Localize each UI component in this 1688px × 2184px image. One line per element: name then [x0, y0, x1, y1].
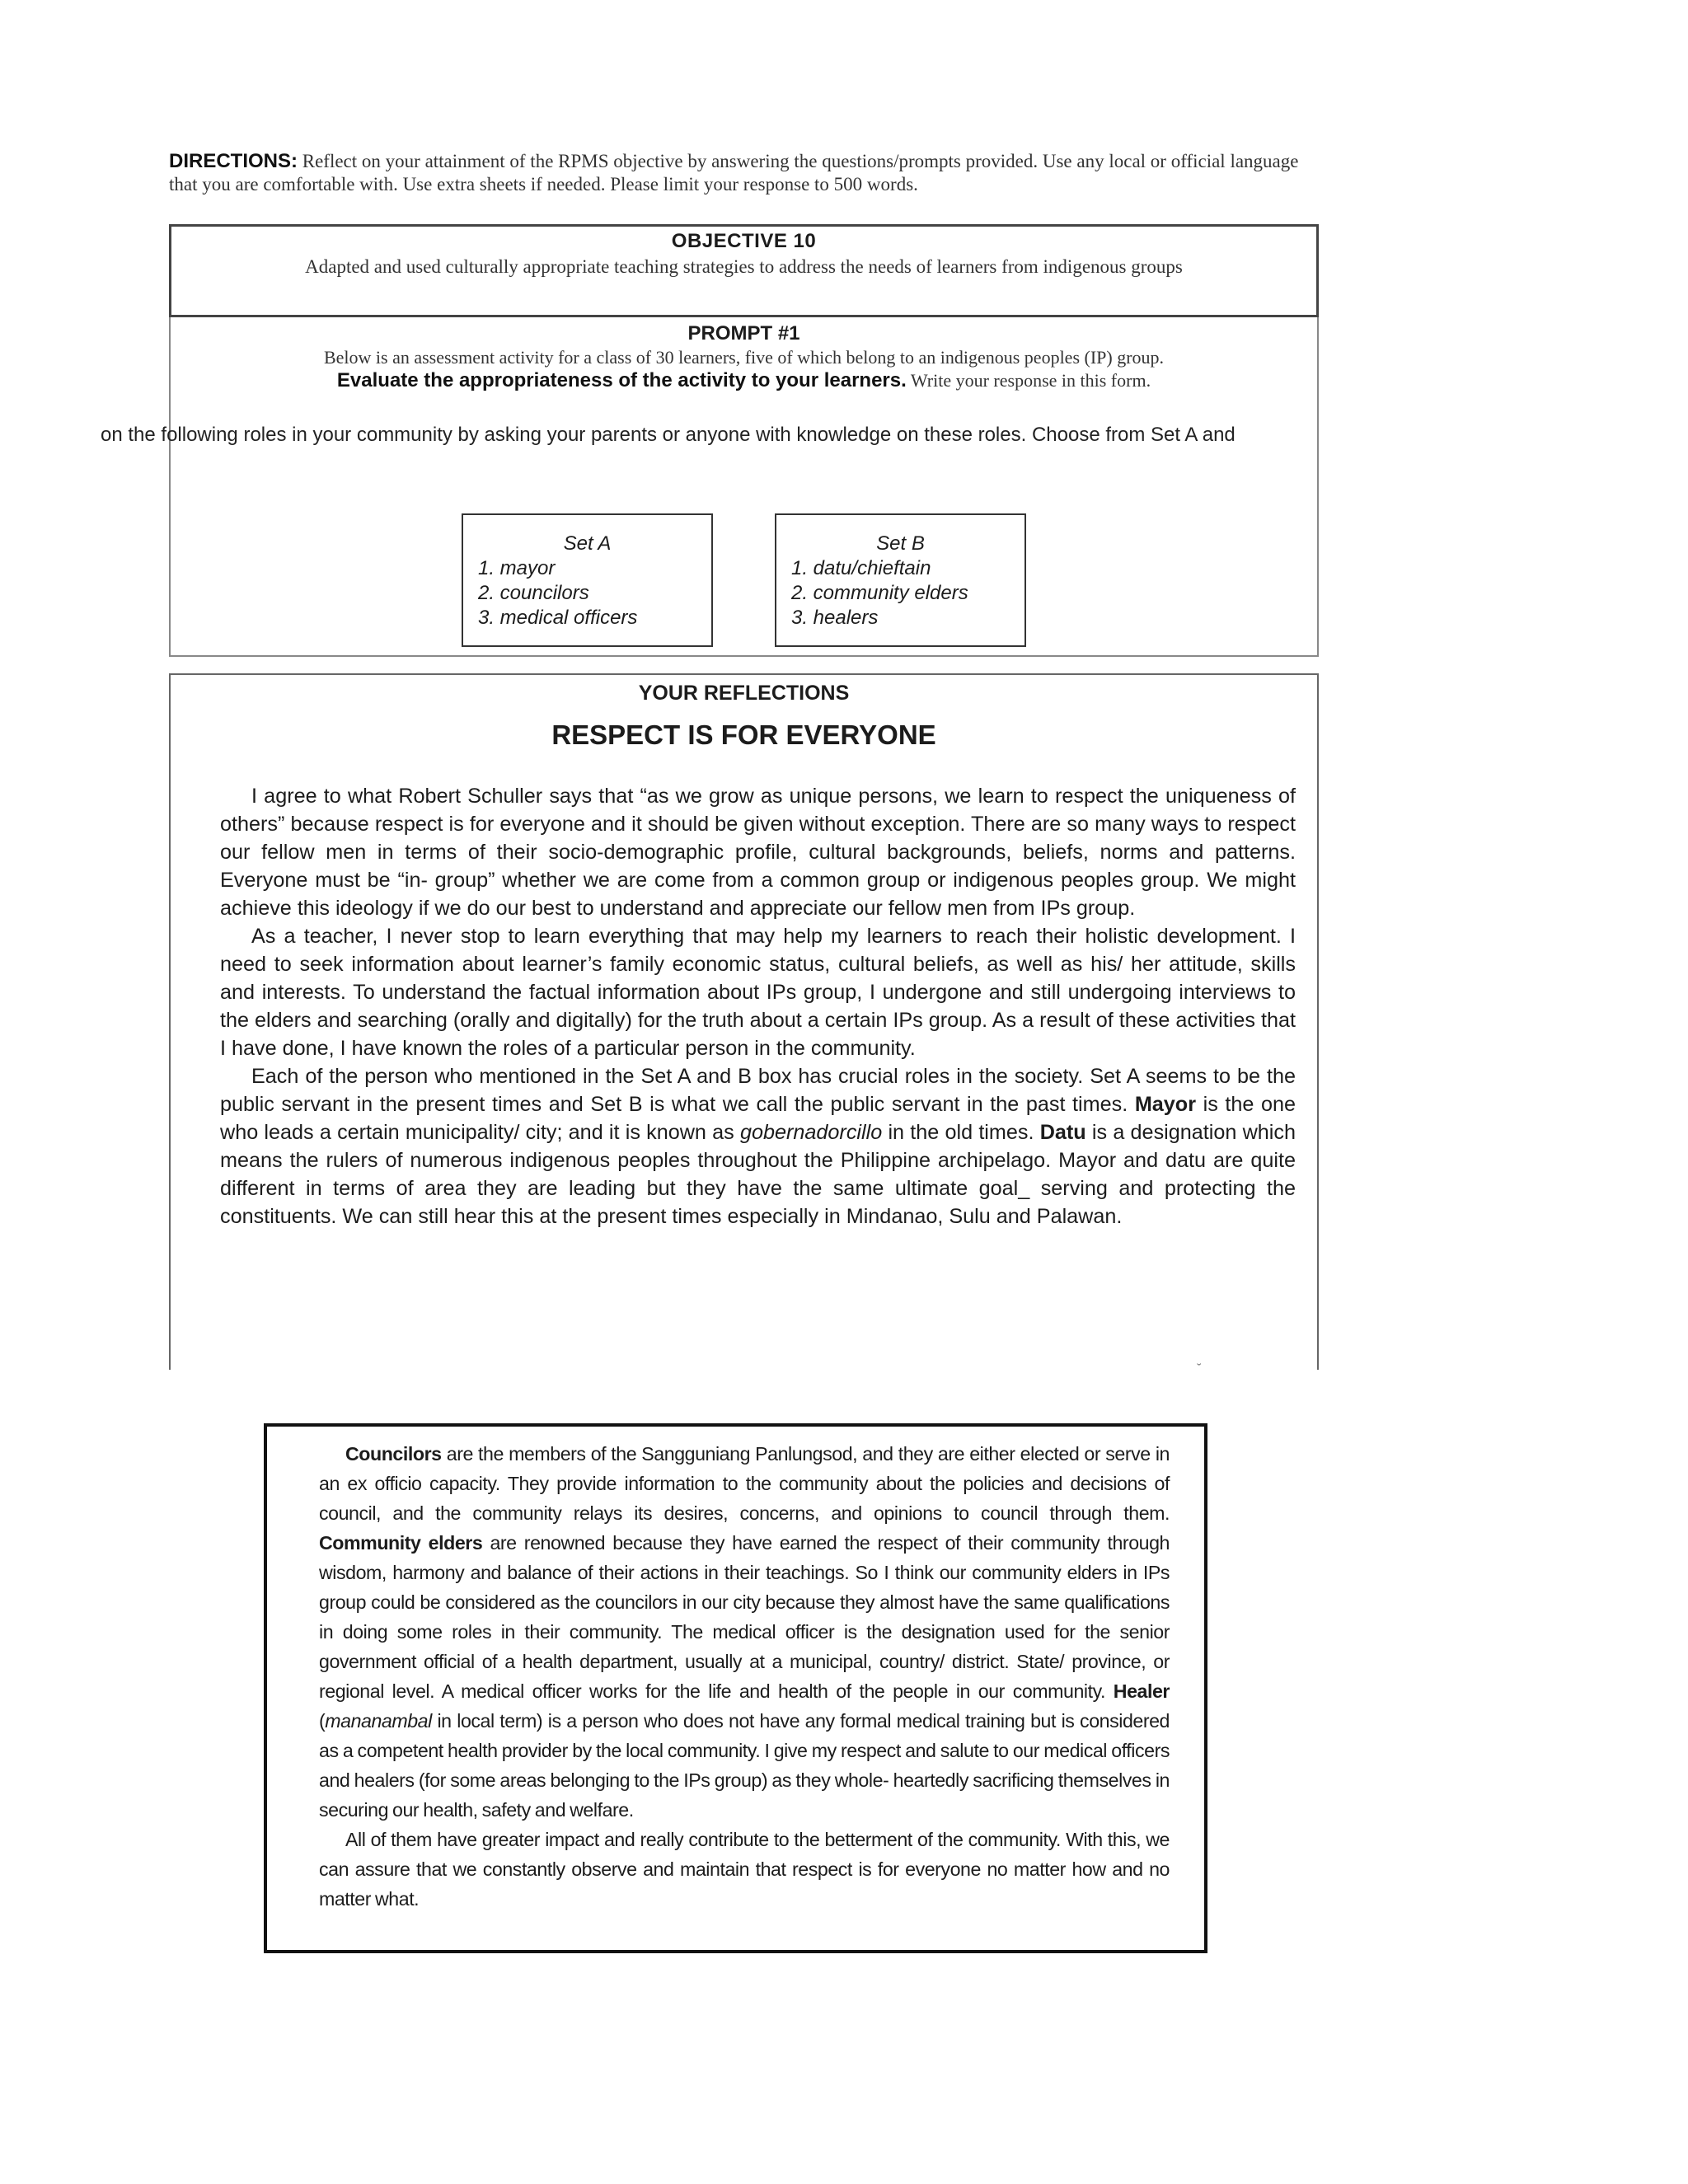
objective-heading: OBJECTIVE 10 [671, 230, 817, 252]
reflection-paragraph: As a teacher, I never stop to learn everything that may help my learners to reach their holistic development. I need to seek information about learner’s family economic status, cultural beliefs, as well as his/ her attitude, skills and interests. To understand the factual information about IPs group, I undergone and still undergoing interviews to the elders and searching (orally and digitally) for the truth about a certain IPs group. As a result of these activities that I have done, I have known the roles of a particular person in the community. [220, 925, 1296, 1060]
set-b-title: Set B [876, 532, 925, 555]
reflection-text: is a designation which means the rulers of numerous indigenous peoples throughout the Philippine archipelago. Mayor and datu are quite different in terms of area they are leading but they have the same ultimate goal_ serving and protecting the constituents. We can still hear this at the present times especially in Mindanao, Sulu and Palawan. [220, 1121, 1296, 1228]
continuation-text: in local term) is a person who does not have any formal medical training but is considered as a competent health provider by the local community. I give my respect and salute to our medical officers and healers (for some areas belonging to the IPs group) as they whole- heartedly sacrificing themselves in securing our health, safety and welfare. [319, 1710, 1170, 1821]
set-b-box [775, 513, 1026, 647]
directions-label: DIRECTIONS: [169, 150, 298, 172]
term-gobernadorcillo: gobernadorcillo [739, 1121, 883, 1144]
prompt-box [169, 317, 1319, 657]
set-a-item: 1. mayor [478, 557, 556, 579]
reflection-paragraph: I agree to what Robert Schuller says that “as we grow as unique persons, we learn to respect the uniqueness of others” because respect is for everyone and it should be given without exception. There are so many ways to respect our fellow men in terms of their socio-demographic profile, cultural backgrounds, beliefs, norms and patterns. Everyone must be “in- group” whether we are come from a common group or indigenous peoples group. We might achieve this ideology if we do our best to understand and appreciate our fellow men from IPs group. [220, 785, 1296, 920]
set-a-item: 3. medical officers [478, 607, 638, 629]
prompt-instruction [171, 369, 1317, 392]
term-mananambal: mananambal [325, 1710, 432, 1732]
reflection-text: Each of the person who mentioned in the Set A and B box has crucial roles in the society. Set A seems to be the public servant in the present times and Set B is what we call the public servant in the past times. [220, 1065, 1296, 1116]
prompt-heading: PROMPT #1 [687, 322, 800, 344]
page-mark: ˘ [1197, 1361, 1202, 1376]
set-a-title: Set A [563, 532, 612, 555]
continuation-text: are renowned because they have earned the respect of their community through wisdom, harmony and balance of their actions in their teachings. So I think our community elders in IPs group could be considered as the councilors in our city because they almost have the same qualifications in doing some roles in their community. The medical officer is the designation used for the senior government official of a health department, usually at a municipal, country/ district. State/ province, or regional level. A medical officer works for the life and health of the people in our community. [319, 1532, 1170, 1702]
prompt-instruction-rest: Write your response in this form. [910, 370, 1151, 391]
prompt-instruction-bold: Evaluate the appropriateness of the activity to your learners. [336, 369, 907, 391]
continuation-paragraph: All of them have greater impact and really contribute to the betterment of the community. With this, we can assure that we constantly observe and maintain that respect is for everyone no matter how and no matter what. [319, 1829, 1170, 1910]
reflection-paragraph [220, 1062, 1296, 1230]
term-community-elders: Community elders [319, 1532, 483, 1554]
reflections-heading: YOUR REFLECTIONS [638, 682, 850, 705]
continuation-text: ( [319, 1710, 326, 1732]
set-b-item: 2. community elders [791, 582, 968, 604]
continuation-paragraph [319, 1439, 1170, 1825]
term-councilors: Councilors [345, 1443, 442, 1465]
term-mayor: Mayor [1134, 1093, 1196, 1116]
set-b-item: 1. datu/chieftain [791, 557, 931, 579]
set-a-item: 2. councilors [478, 582, 589, 604]
term-healer: Healer [1113, 1680, 1170, 1702]
prompt-description: Below is an assessment activity for a class of 30 learners, five of which belong to an indigenous peoples (IP) group. [323, 347, 1165, 368]
reflection-text: in the old times. [888, 1121, 1034, 1144]
activity-instruction-line: on the following roles in your community by asking your parents or anyone with knowledge on these roles. Choose from Set A and [101, 424, 1236, 446]
reflection-body [220, 782, 1296, 1230]
term-datu: Datu [1039, 1121, 1086, 1144]
directions-text [169, 150, 1323, 196]
objective-text: Adapted and used culturally appropriate teaching strategies to address the needs of learners from indigenous groups [305, 256, 1183, 277]
set-a-box [462, 513, 713, 647]
continuation-box [264, 1423, 1207, 1953]
reflections-box [169, 673, 1319, 1370]
objective-box [169, 224, 1319, 317]
continuation-text: are the members of the Sangguniang Panlungsod, and they are either elected or serve in an ex officio capacity. They provide information to the community about the policies and decisions of council, and the community relays its desires, concerns, and opinions to council through them. [319, 1443, 1170, 1524]
reflection-title: RESPECT IS FOR EVERYONE [551, 719, 936, 750]
directions-body: Reflect on your attainment of the RPMS objective by answering the questions/prompts provided. Use any local or official language that you are comfortable with. Use extra sheets if needed. Please limit your response to 500 words. [169, 151, 1299, 194]
set-b-item: 3. healers [791, 607, 879, 629]
reflection-text: is the one who leads a certain municipality/ city; and it is known as [220, 1093, 1296, 1144]
